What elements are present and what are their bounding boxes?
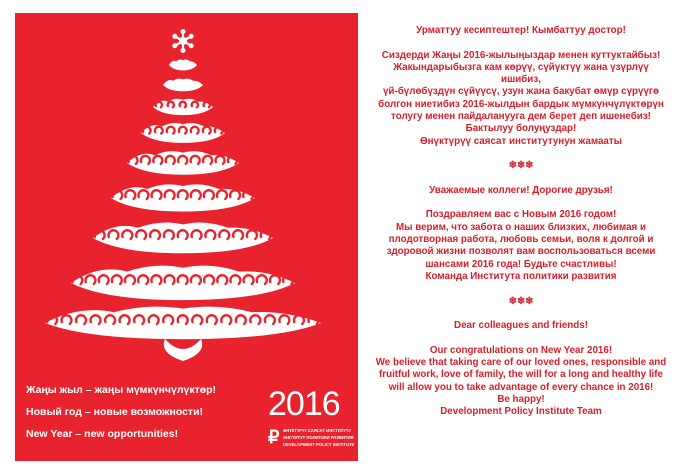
tree-tier [71, 266, 295, 300]
message-line: үй-бүлөбүздүн сүйүүсү, узун жана бакубат өмүр сүрүүгө [382, 86, 659, 98]
year-label: 2016 [268, 385, 340, 423]
message-line: шансами 2016 года! Будьте счастливы! [425, 258, 617, 270]
separator-snowflakes: ❄❄❄ [508, 295, 534, 307]
message-kyrgyz [375, 25, 667, 148]
tree-tier [111, 184, 255, 211]
tree-tier [163, 79, 203, 92]
message-line: плодотворная работа, любовь семьи, воля к долгой и [388, 234, 654, 246]
message-line: We believe that taking care of our loved ones, responsible and [375, 357, 667, 369]
greeting-message [375, 25, 667, 419]
greeting-kyrgyz: Жаңы жыл – жаңы мүмкүнчүлүктөр! [26, 384, 217, 396]
message-line: Мы верим, что забота о наших близких, любимая и [395, 221, 647, 233]
message-line: толугу менен пайдаланууга дем берет деп ишенебиз! [391, 111, 651, 123]
message-line: Be happy! [497, 393, 545, 405]
message-line: Our congratulations on New Year 2016! [429, 344, 613, 356]
message-line: Бактылуу болуңуздар! [465, 123, 577, 135]
snowflake-icon [173, 30, 193, 53]
message-line: болгон ниетибиз 2016-жылдын бардык мүмкүнчүлүктөрүн [378, 98, 664, 110]
message-line: Поздравляем вас с Новым 2016 годом! [425, 209, 617, 221]
message-line: Жакындарыбызга кам көрүү, сүйүктүү жана үзүрлүү ишибиз, [393, 61, 649, 86]
message-line [375, 37, 667, 49]
message-line: Өнүктүрүү саясат институтунун жамааты [419, 135, 623, 147]
message-english [375, 320, 667, 418]
greeting-russian: Новый год – новые возможности! [26, 406, 204, 418]
message-line: will allow you to take advantage of every chance in 2016! [388, 381, 654, 393]
message-line: Команда Института политики развития [425, 270, 617, 282]
tree-tier [93, 222, 273, 253]
institute-logo [268, 427, 355, 449]
greeting-english: New Year – new opportunities! [26, 428, 179, 440]
message-line [375, 197, 667, 209]
message-line: fruitful work, love of family, the will for a long and healthy life [379, 369, 663, 381]
tree-trunk [164, 339, 202, 361]
logo-line-english: DEVELOPMENT POLICY INSTITUTE [283, 442, 355, 447]
message-line: Dear colleagues and friends! [454, 320, 588, 332]
ornament-christmas-tree [15, 13, 358, 373]
message-russian [375, 185, 667, 283]
logo-line-russian: ИНСТИТУТ ПОЛИТИКИ РАЗВИТИЯ [283, 435, 354, 440]
tree-tier [169, 60, 197, 71]
greeting-card [15, 13, 358, 461]
message-line: Уважаемые коллеги! Дорогие друзья! [429, 184, 613, 196]
message-line: здоровой жизни позволят вам воспользоваться всеми [386, 246, 656, 258]
message-line: Урматтуу кесиптештер! Кымбаттуу достор! [416, 25, 626, 36]
message-line: Сиздерди Жаңы 2016-жылыңыздар менен куттуктайбыз! [381, 49, 661, 61]
logo-mark-icon: ₽ [268, 427, 280, 447]
message-line [375, 332, 667, 344]
separator-snowflakes: ❄❄❄ [508, 160, 534, 172]
logo-line-kyrgyz: ӨНҮКТҮРҮҮ САЯСАТ ИНСТИТУТУ [283, 428, 352, 433]
message-line: Development Policy Institute Team [440, 406, 602, 418]
